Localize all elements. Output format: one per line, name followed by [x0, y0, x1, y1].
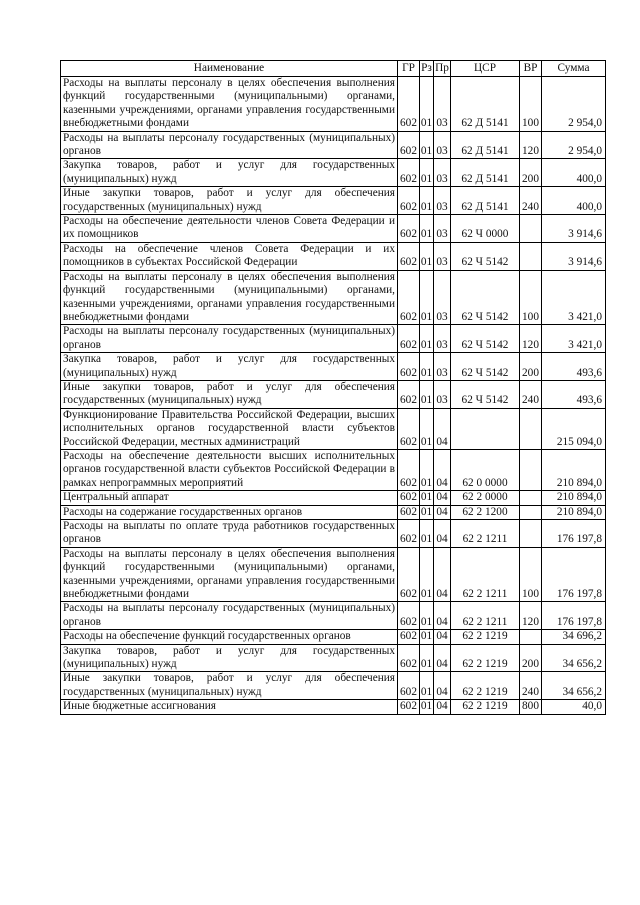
table-row	[61, 547, 606, 602]
row-csr: 62 Д 5141	[451, 131, 520, 159]
row-vr: 120	[520, 325, 542, 353]
row-vr: 240	[520, 672, 542, 700]
row-csr: 62 Ч 5142	[451, 380, 520, 408]
row-rz: 01	[420, 672, 434, 700]
row-gr: 602	[398, 187, 420, 215]
row-pr: 03	[434, 131, 451, 159]
row-gr: 602	[398, 408, 420, 449]
row-pr: 03	[434, 353, 451, 381]
row-rz: 01	[420, 644, 434, 672]
row-csr: 62 0 0000	[451, 449, 520, 490]
row-csr: 62 2 1211	[451, 520, 520, 548]
row-sum: 210 894,0	[542, 449, 606, 490]
col-header-vr: ВР	[520, 61, 542, 77]
row-vr	[520, 630, 542, 644]
row-rz: 01	[420, 520, 434, 548]
row-vr: 120	[520, 131, 542, 159]
table-body	[61, 77, 606, 715]
row-csr: 62 2 1200	[451, 505, 520, 519]
row-csr: 62 2 1219	[451, 644, 520, 672]
table-row	[61, 380, 606, 408]
table-row	[61, 159, 606, 187]
row-sum: 176 197,8	[542, 547, 606, 602]
row-pr: 04	[434, 491, 451, 505]
table-row	[61, 187, 606, 215]
col-header-csr: ЦСР	[451, 61, 520, 77]
row-sum: 2 954,0	[542, 77, 606, 132]
row-gr: 602	[398, 242, 420, 270]
row-gr: 602	[398, 602, 420, 630]
row-name: Иные закупки товаров, работ и услуг для обеспечения государственных (муниципальных) нужд	[61, 187, 398, 215]
table-row	[61, 270, 606, 325]
row-csr: 62 2 1219	[451, 630, 520, 644]
row-vr: 100	[520, 547, 542, 602]
row-gr: 602	[398, 380, 420, 408]
row-name: Расходы на выплаты персоналу государственных (муниципальных) органов	[61, 602, 398, 630]
row-sum: 40,0	[542, 700, 606, 714]
row-name: Расходы на содержание государственных органов	[61, 505, 398, 519]
row-gr: 602	[398, 131, 420, 159]
row-pr: 04	[434, 520, 451, 548]
col-header-sum: Сумма	[542, 61, 606, 77]
budget-document	[60, 60, 606, 715]
row-rz: 01	[420, 630, 433, 643]
table-row	[61, 644, 606, 672]
row-rz: 01	[420, 187, 434, 215]
row-name: Расходы на выплаты персоналу в целях обеспечения выполнения функций государственными (муниципальными) органами, казенными учреждениями, органами управления государственными внебюджетными фондами	[61, 77, 398, 132]
row-vr: 100	[520, 270, 542, 325]
row-sum: 210 894,0	[542, 491, 606, 505]
row-name: Расходы на выплаты персоналу государственных (муниципальных) органов	[61, 131, 398, 159]
row-sum: 215 094,0	[542, 408, 606, 449]
row-name: Иные бюджетные ассигнования	[61, 700, 398, 714]
row-pr: 04	[434, 700, 451, 714]
row-csr: 62 Ч 5142	[451, 242, 520, 270]
col-header-rz: Рз	[420, 61, 434, 77]
row-name: Закупка товаров, работ и услуг для государственных (муниципальных) нужд	[61, 644, 398, 672]
row-sum: 34 656,2	[542, 672, 606, 700]
row-sum: 3 421,0	[542, 325, 606, 353]
row-rz: 01	[420, 491, 433, 504]
row-pr: 04	[434, 505, 451, 519]
row-vr: 120	[520, 602, 542, 630]
col-header-gr: ГР	[398, 61, 420, 77]
row-name: Функционирование Правительства Российской Федерации, высших исполнительных органов государственной власти субъектов Российской Федерации, местных администраций	[61, 408, 398, 449]
table-row	[61, 242, 606, 270]
col-header-pr: Пр	[434, 61, 451, 77]
col-header-name: Наименование	[61, 61, 398, 77]
table-row	[61, 630, 606, 644]
row-rz: 01	[420, 547, 434, 602]
row-vr: 240	[520, 380, 542, 408]
row-rz: 01	[420, 270, 434, 325]
row-vr	[520, 491, 542, 505]
row-csr: 62 2 1211	[451, 547, 520, 602]
table-row	[61, 408, 606, 449]
row-csr: 62 Д 5141	[451, 77, 520, 132]
row-vr: 240	[520, 187, 542, 215]
row-name: Закупка товаров, работ и услуг для государственных (муниципальных) нужд	[61, 353, 398, 381]
row-gr: 602	[398, 77, 420, 132]
row-pr: 03	[434, 187, 451, 215]
row-csr: 62 Д 5141	[451, 187, 520, 215]
row-rz: 01	[420, 700, 433, 713]
row-rz: 01	[420, 505, 433, 518]
table-row	[61, 520, 606, 548]
table-row	[61, 325, 606, 353]
row-name: Иные закупки товаров, работ и услуг для обеспечения государственных (муниципальных) нужд	[61, 672, 398, 700]
row-sum: 210 894,0	[542, 505, 606, 519]
row-rz: 01	[420, 159, 434, 187]
row-name: Расходы на выплаты по оплате труда работников государственных органов	[61, 520, 398, 548]
row-name: Центральный аппарат	[61, 491, 398, 505]
table-row	[61, 491, 606, 505]
table-row	[61, 353, 606, 381]
row-pr: 04	[434, 408, 451, 449]
row-rz: 01	[420, 77, 434, 132]
row-rz: 01	[420, 325, 434, 353]
row-csr: 62 2 1219	[451, 672, 520, 700]
row-vr: 200	[520, 353, 542, 381]
row-vr: 800	[520, 700, 542, 714]
row-name: Расходы на выплаты персоналу в целях обеспечения выполнения функций государственными (муниципальными) органами, казенными учреждениями, органами управления государственными внебюджетными фондами	[61, 270, 398, 325]
table-row	[61, 602, 606, 630]
row-csr: 62 Ч 0000	[451, 215, 520, 243]
row-pr: 04	[434, 602, 451, 630]
row-sum: 493,6	[542, 380, 606, 408]
row-csr: 62 2 1219	[451, 700, 520, 714]
table-row	[61, 215, 606, 243]
row-name: Иные закупки товаров, работ и услуг для обеспечения государственных (муниципальных) нужд	[61, 380, 398, 408]
row-gr: 602	[398, 630, 420, 644]
row-vr	[520, 520, 542, 548]
row-name: Расходы на обеспечение членов Совета Федерации и их помощников в субъектах Российской Федерации	[61, 242, 398, 270]
row-rz: 01	[420, 380, 434, 408]
row-gr: 602	[398, 672, 420, 700]
row-sum: 3 914,6	[542, 215, 606, 243]
row-vr: 100	[520, 77, 542, 132]
row-vr	[520, 449, 542, 490]
row-sum: 400,0	[542, 159, 606, 187]
row-rz: 01	[420, 449, 434, 490]
row-gr: 602	[398, 325, 420, 353]
row-rz: 01	[420, 215, 434, 243]
row-vr	[520, 242, 542, 270]
row-pr: 04	[434, 547, 451, 602]
row-pr: 03	[434, 270, 451, 325]
row-gr: 602	[398, 644, 420, 672]
row-vr: 200	[520, 644, 542, 672]
table-header-row	[61, 61, 606, 77]
row-gr: 602	[398, 353, 420, 381]
row-pr: 03	[434, 242, 451, 270]
row-pr: 03	[434, 380, 451, 408]
row-sum: 400,0	[542, 187, 606, 215]
row-pr: 03	[434, 77, 451, 132]
row-sum: 176 197,8	[542, 602, 606, 630]
row-vr	[520, 408, 542, 449]
row-name: Расходы на выплаты персоналу в целях обеспечения выполнения функций государственными (муниципальными) органами, казенными учреждениями, органами управления государственными внебюджетными фондами	[61, 547, 398, 602]
row-pr: 04	[434, 630, 451, 644]
budget-table	[60, 60, 606, 715]
row-sum: 3 421,0	[542, 270, 606, 325]
row-gr: 602	[398, 270, 420, 325]
row-csr: 62 Д 5141	[451, 159, 520, 187]
row-csr: 62 Ч 5142	[451, 325, 520, 353]
row-rz: 01	[420, 602, 434, 630]
row-sum: 493,6	[542, 353, 606, 381]
row-vr	[520, 505, 542, 519]
row-name: Расходы на выплаты персоналу государственных (муниципальных) органов	[61, 325, 398, 353]
row-vr: 200	[520, 159, 542, 187]
table-row	[61, 77, 606, 132]
row-csr	[451, 408, 520, 449]
row-gr: 602	[398, 215, 420, 243]
row-csr: 62 Ч 5142	[451, 353, 520, 381]
row-sum: 3 914,6	[542, 242, 606, 270]
row-vr	[520, 215, 542, 243]
row-gr: 602	[398, 547, 420, 602]
row-csr: 62 2 1211	[451, 602, 520, 630]
row-pr: 03	[434, 159, 451, 187]
row-name: Закупка товаров, работ и услуг для государственных (муниципальных) нужд	[61, 159, 398, 187]
row-pr: 04	[434, 644, 451, 672]
row-name: Расходы на обеспечение деятельности членов Совета Федерации и их помощников	[61, 215, 398, 243]
row-gr: 602	[398, 520, 420, 548]
table-row	[61, 131, 606, 159]
row-sum: 176 197,8	[542, 520, 606, 548]
table-row	[61, 449, 606, 490]
table-row	[61, 700, 606, 714]
row-pr: 04	[434, 672, 451, 700]
table-row	[61, 672, 606, 700]
row-pr: 03	[434, 325, 451, 353]
row-sum: 34 696,2	[542, 630, 606, 644]
row-sum: 2 954,0	[542, 131, 606, 159]
row-pr: 03	[434, 215, 451, 243]
row-csr: 62 Ч 5142	[451, 270, 520, 325]
row-rz: 01	[420, 408, 434, 449]
row-rz: 01	[420, 353, 434, 381]
row-rz: 01	[420, 131, 434, 159]
row-csr: 62 2 0000	[451, 491, 520, 505]
row-gr: 602	[398, 159, 420, 187]
row-name: Расходы на обеспечение функций государственных органов	[61, 630, 398, 644]
row-gr: 602	[398, 491, 420, 505]
row-rz: 01	[420, 242, 434, 270]
row-gr: 602	[398, 505, 420, 519]
row-name: Расходы на обеспечение деятельности высших исполнительных органов государственной власти субъектов Российской Федерации в рамках непрограммных мероприятий	[61, 449, 398, 490]
row-pr: 04	[434, 449, 451, 490]
table-row	[61, 505, 606, 519]
row-gr: 602	[398, 449, 420, 490]
row-sum: 34 656,2	[542, 644, 606, 672]
row-gr: 602	[398, 700, 420, 714]
